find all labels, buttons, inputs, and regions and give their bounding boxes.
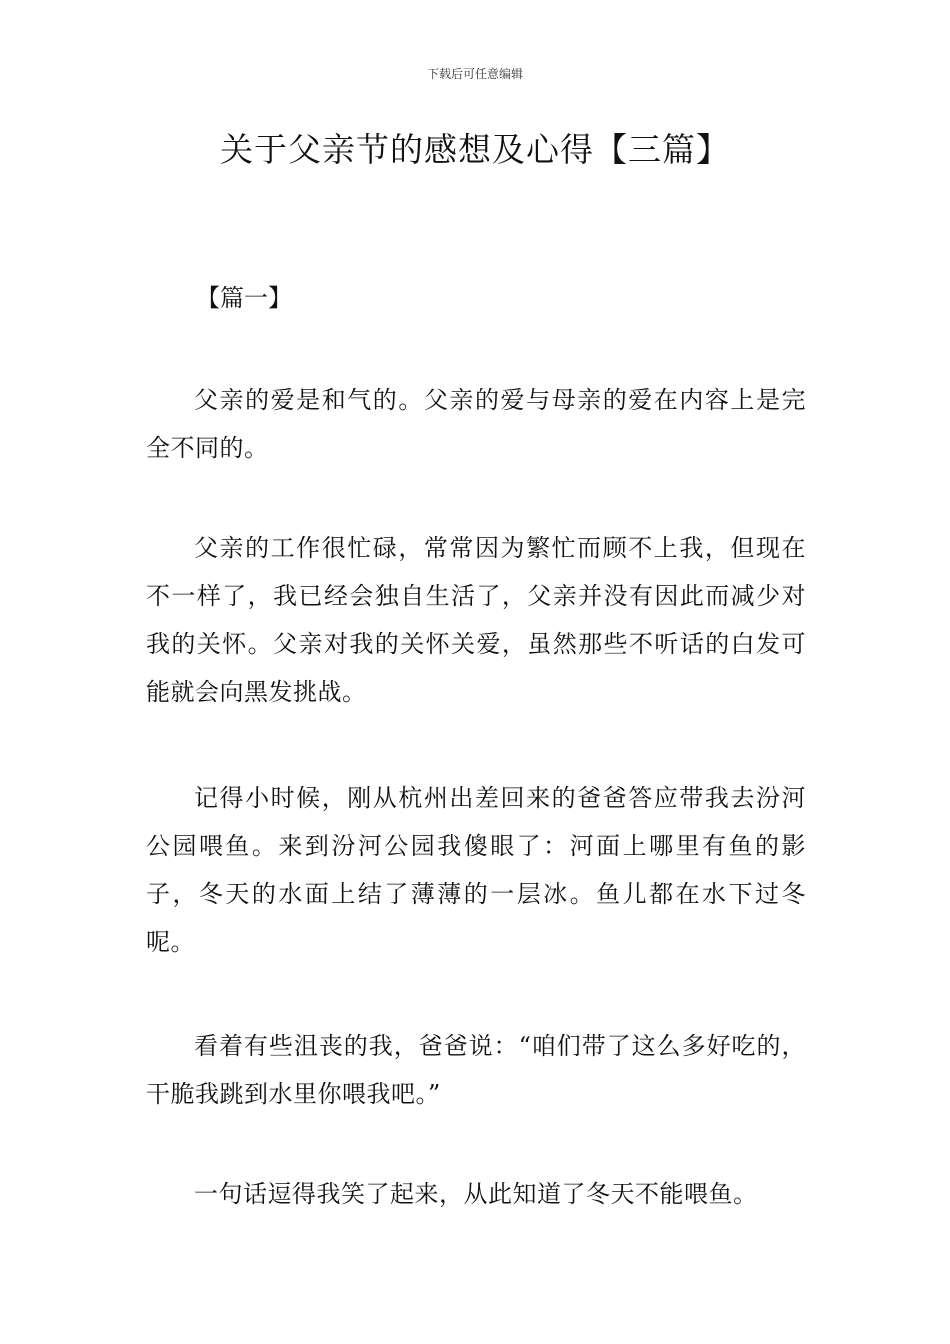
paragraph-2: 父亲的工作很忙碌，常常因为繁忙而顾不上我，但现在不一样了，我已经会独自生活了，父亲并没有因此而减少对我的关怀。父亲对我的关怀关爱，虽然那些不听话的白发可能就会向黑发挑战。 — [146, 534, 806, 706]
paragraph-5: 一句话逗得我笑了起来，从此知道了冬天不能喂鱼。 — [194, 1180, 758, 1208]
page-header-note: 下载后可任意编辑 — [426, 67, 523, 81]
document-title: 关于父亲节的感想及心得【三篇】 — [220, 130, 730, 169]
section-heading: 【篇一】 — [196, 284, 292, 312]
paragraph-1: 父亲的爱是和气的。父亲的爱与母亲的爱在内容上是完全不同的。 — [146, 386, 806, 462]
paragraph-3: 记得小时候，刚从杭州出差回来的爸爸答应带我去汾河公园喂鱼。来到汾河公园我傻眼了：河面上哪里有鱼的影子，冬天的水面上结了薄薄的一层冰。鱼儿都在水下过冬呢。 — [146, 784, 806, 956]
paragraph-4: 看着有些沮丧的我，爸爸说：“咱们带了这么多好吃的，干脆我跳到水里你喂我吧。” — [146, 1032, 806, 1108]
